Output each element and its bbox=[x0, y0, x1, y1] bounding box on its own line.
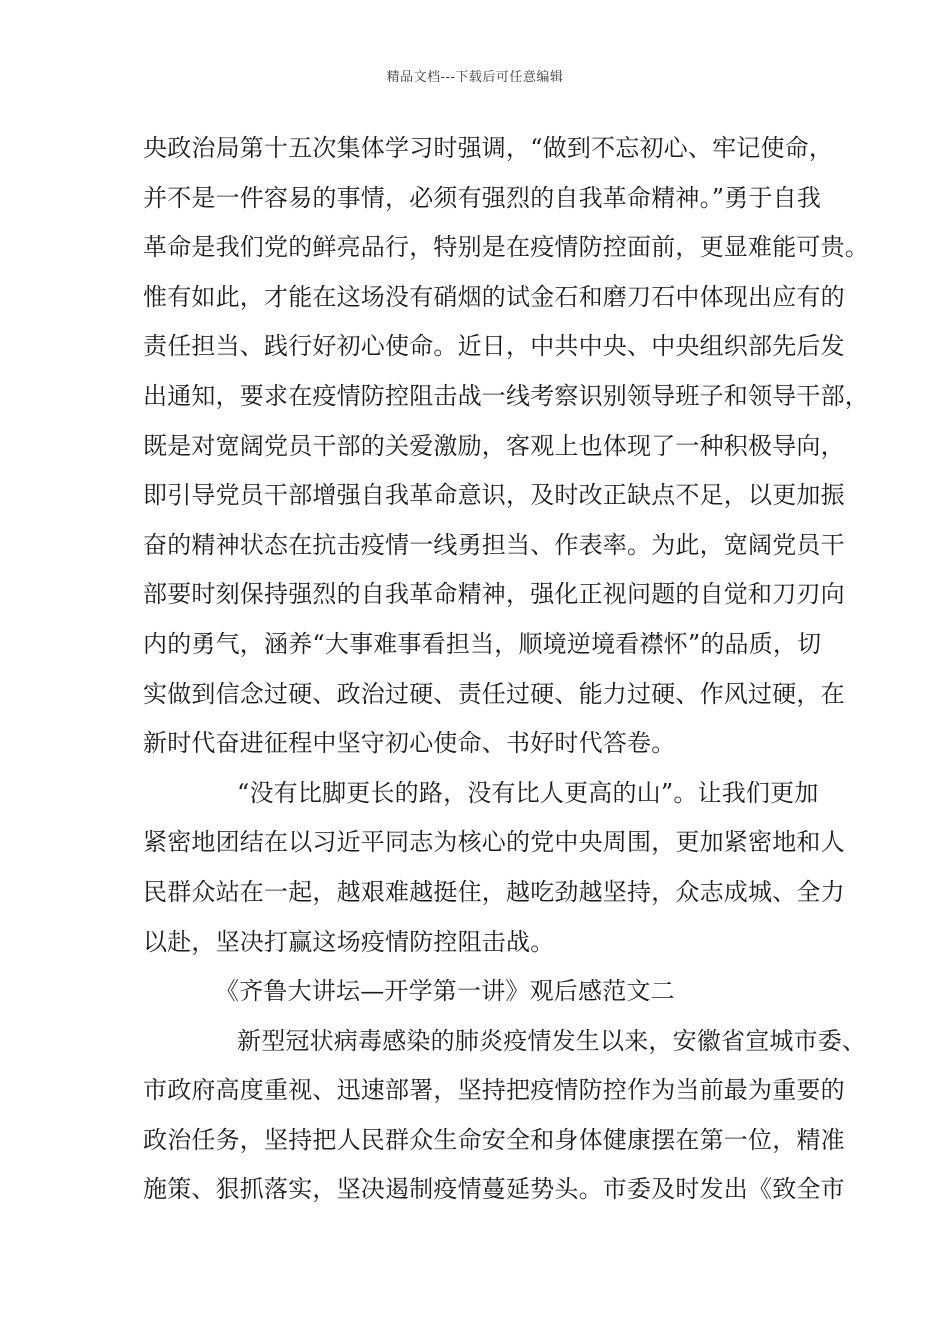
text-line: 施策、狠抓落实，坚决遏制疫情蔓延势头。市委及时发出《致全市 bbox=[143, 1175, 845, 1204]
text-line: 惟有如此，才能在这场没有硝烟的试金石和磨刀石中体现出应有的 bbox=[143, 282, 845, 311]
text-line: 以赴，坚决打赢这场疫情防控阻击战。 bbox=[143, 927, 555, 956]
text-line: 奋的精神状态在抗击疫情一线勇担当、作表率。为此，宽阔党员干 bbox=[143, 530, 845, 559]
text-line: 责任担当、践行好初心使命。近日，中共中央、中央组织部先后发 bbox=[143, 332, 845, 361]
text-line: 民群众站在一起，越艰难越挺住，越吃劲越坚持，众志成城、全力 bbox=[143, 877, 845, 906]
text-line: 革命是我们党的鲜亮品行，特别是在疫情防控面前，更显难能可贵。 bbox=[143, 233, 869, 262]
text-line: 政治任务，坚持把人民群众生命安全和身体健康摆在第一位，精准 bbox=[143, 1125, 845, 1154]
text-line: “没有比脚更长的路，没有比人更高的山”。让我们更加 bbox=[237, 778, 819, 807]
text-line: 即引导党员干部增强自我革命意识，及时改正缺点不足，以更加振 bbox=[143, 481, 845, 510]
section-heading bbox=[143, 967, 823, 1017]
paragraph bbox=[143, 124, 869, 769]
heading-text: 《齐鲁大讲坛—开学第一讲》观后感范文二 bbox=[215, 977, 675, 1006]
text-line: 既是对宽阔党员干部的关爱激励，客观上也体现了一种积极导向， bbox=[143, 431, 845, 460]
document-body bbox=[143, 124, 869, 1215]
text-line: 市政府高度重视、迅速部署，坚持把疫情防控作为当前最为重要的 bbox=[143, 1076, 845, 1105]
paragraph bbox=[143, 769, 845, 967]
text-line: 实做到信念过硬、政治过硬、责任过硬、能力过硬、作风过硬，在 bbox=[143, 679, 845, 708]
paragraph bbox=[143, 1017, 867, 1215]
text-line: 部要时刻保持强烈的自我革命精神，强化正视问题的自觉和刀刃向 bbox=[143, 580, 845, 609]
text-line: 新时代奋进征程中坚守初心使命、书好时代答卷。 bbox=[143, 729, 676, 758]
text-line: 紧密地团结在以习近平同志为核心的党中央周围，更加紧密地和人 bbox=[143, 828, 845, 857]
text-line: 出通知，要求在疫情防控阻击战一线考察识别领导班子和领导干部， bbox=[143, 381, 869, 410]
text-line: 并不是一件容易的事情，必须有强烈的自我革命精神。”勇于自我 bbox=[143, 183, 822, 212]
text-line: 新型冠状病毒感染的肺炎疫情发生以来，安徽省宣城市委、 bbox=[237, 1026, 867, 1055]
page-header: 精品文档---下载后可任意编辑 bbox=[386, 70, 564, 85]
text-line: 内的勇气，涵养“大事难事看担当，顺境逆境看襟怀”的品质，切 bbox=[143, 629, 822, 658]
text-line: 央政治局第十五次集体学习时强调，“做到不忘初心、牢记使命， bbox=[143, 134, 834, 162]
